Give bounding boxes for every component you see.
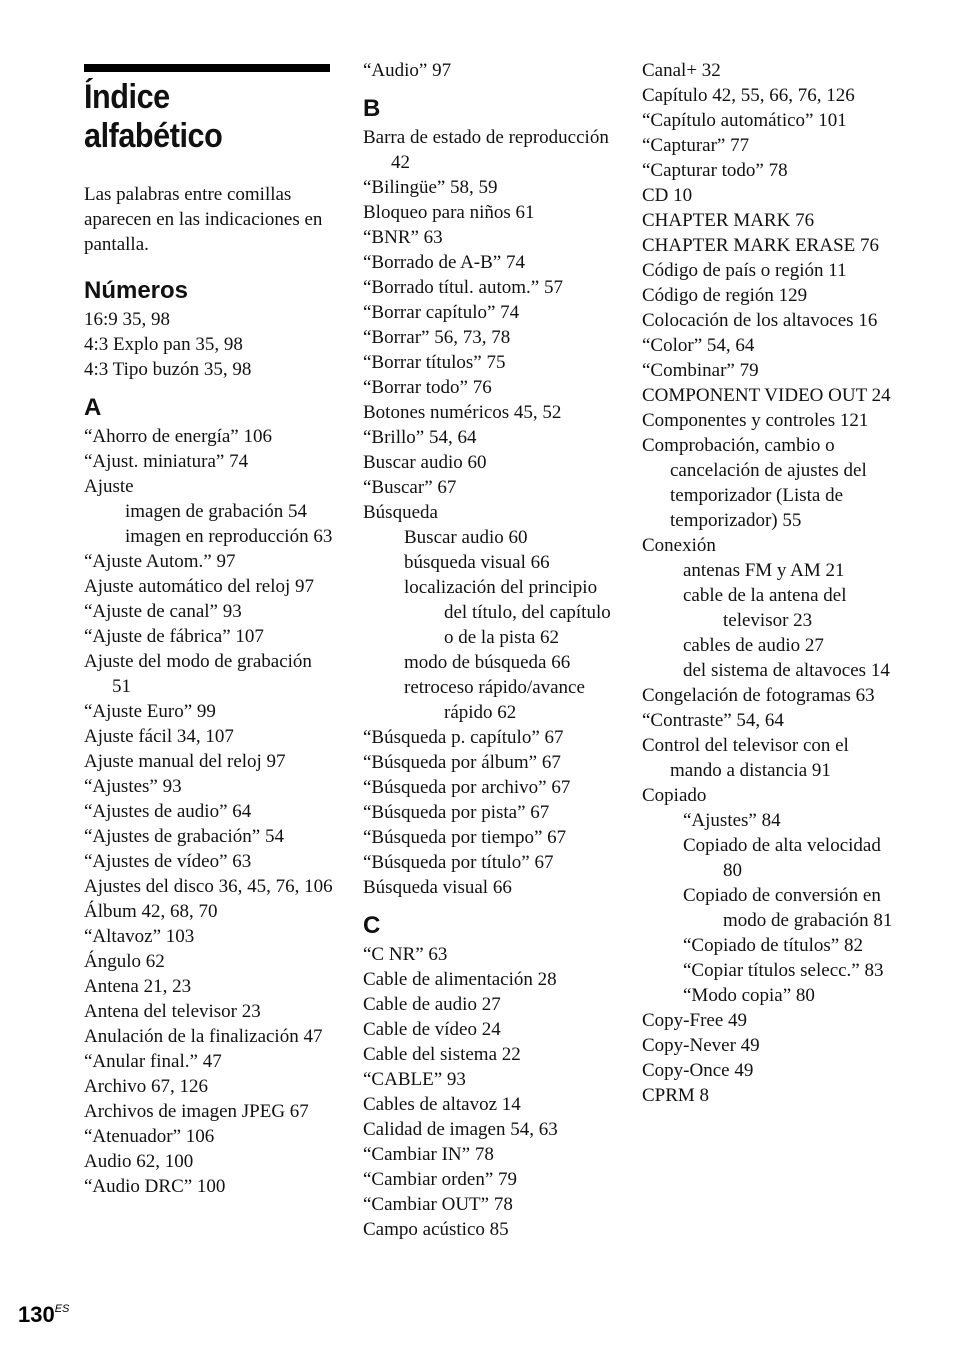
index-entry: Colocación de los altavoces 16 bbox=[642, 310, 878, 331]
index-entry: “Anular final.” 47 bbox=[84, 1051, 222, 1072]
index-entry-list bbox=[642, 808, 894, 1008]
index-entry: “Altavoz” 103 bbox=[84, 926, 195, 947]
index-entry: Barra de estado de reproducción 42 bbox=[363, 127, 609, 173]
index-subentry: Copiado de conversión en modo de grabación 81 bbox=[683, 885, 893, 931]
index-entry: 4:3 Explo pan 35, 98 bbox=[84, 334, 243, 355]
index-subentry: imagen de grabación 54 bbox=[125, 501, 308, 522]
index-entry-list bbox=[642, 558, 894, 683]
index-entry: “C NR” 63 bbox=[363, 944, 448, 965]
index-entry: Antena del televisor 23 bbox=[84, 1001, 261, 1022]
index-entry: “Audio” 97 bbox=[363, 60, 452, 81]
index-entry: Ajuste bbox=[84, 476, 134, 497]
index-entry: CHAPTER MARK 76 bbox=[642, 210, 815, 231]
index-entry: “Búsqueda p. capítulo” 67 bbox=[363, 727, 564, 748]
index-subentry: cable de la antena del televisor 23 bbox=[683, 585, 847, 631]
index-entry: Audio 62, 100 bbox=[84, 1151, 194, 1172]
index-entry: “Ajuste Euro” 99 bbox=[84, 701, 216, 722]
index-entry: “Contraste” 54, 64 bbox=[642, 710, 784, 731]
index-entry: “Ajustes” 93 bbox=[84, 776, 182, 797]
index-entry: Álbum 42, 68, 70 bbox=[84, 901, 218, 922]
index-subentry: Copiado de alta velocidad 80 bbox=[683, 835, 881, 881]
index-entry: Campo acústico 85 bbox=[363, 1219, 509, 1240]
index-entry: “Ajuste de fábrica” 107 bbox=[84, 626, 264, 647]
index-entry-list bbox=[642, 683, 894, 808]
index-entry-list bbox=[363, 525, 615, 725]
intro-text: Las palabras entre comillas aparecen en las indicaciones en pantalla. bbox=[84, 184, 323, 255]
index-entry: Bloqueo para niños 61 bbox=[363, 202, 535, 223]
index-entry: “Borrado de A-B” 74 bbox=[363, 252, 525, 273]
index-entry: 16:9 35, 98 bbox=[84, 309, 171, 330]
index-entry-list bbox=[642, 1008, 894, 1108]
index-entry: Cable del sistema 22 bbox=[363, 1044, 521, 1065]
index-entry: Congelación de fotogramas 63 bbox=[642, 685, 875, 706]
page-title: Índice alfabético bbox=[84, 78, 223, 155]
index-subentry: “Copiado de títulos” 82 bbox=[683, 935, 863, 956]
index-entry-list bbox=[642, 58, 894, 558]
index-entry-list bbox=[363, 725, 615, 900]
index-entry: Ángulo 62 bbox=[84, 951, 165, 972]
index-entry: Copy-Free 49 bbox=[642, 1010, 748, 1031]
index-entry: Ajuste fácil 34, 107 bbox=[84, 726, 234, 747]
index-entry-list bbox=[363, 942, 615, 1242]
index-entry: Copy-Never 49 bbox=[642, 1035, 760, 1056]
index-entry: “Capítulo automático” 101 bbox=[642, 110, 847, 131]
index-entry: “Búsqueda por álbum” 67 bbox=[363, 752, 561, 773]
index-entry: “Capturar todo” 78 bbox=[642, 160, 788, 181]
index-entry: “Buscar” 67 bbox=[363, 477, 457, 498]
index-subentry: antenas FM y AM 21 bbox=[683, 560, 845, 581]
index-entry: Archivo 67, 126 bbox=[84, 1076, 209, 1097]
index-column-3 bbox=[642, 58, 894, 1108]
index-subentry: retroceso rápido/avance rápido 62 bbox=[404, 677, 585, 723]
index-subentry: imagen en reproducción 63 bbox=[125, 526, 333, 547]
section-heading-a: A bbox=[84, 394, 102, 421]
index-entry: “Ajuste de canal” 93 bbox=[84, 601, 242, 622]
index-subentry: Buscar audio 60 bbox=[404, 527, 528, 548]
index-entry-list bbox=[84, 549, 334, 1199]
index-entry: Capítulo 42, 55, 66, 76, 126 bbox=[642, 85, 855, 106]
index-entry: Código de región 129 bbox=[642, 285, 808, 306]
index-subentry: modo de búsqueda 66 bbox=[404, 652, 571, 673]
index-entry: “Borrar títulos” 75 bbox=[363, 352, 506, 373]
index-column-1 bbox=[84, 64, 334, 1199]
index-entry: “Atenuador” 106 bbox=[84, 1126, 215, 1147]
index-entry: “Ajustes de audio” 64 bbox=[84, 801, 252, 822]
index-entry: Comprobación, cambio o cancelación de ajustes del temporizador (Lista de temporizador) 55 bbox=[642, 435, 867, 531]
index-entry: Cable de audio 27 bbox=[363, 994, 501, 1015]
section-heading-numeros: Números bbox=[84, 277, 189, 304]
index-entry: 4:3 Tipo buzón 35, 98 bbox=[84, 359, 252, 380]
index-entry: “Cambiar OUT” 78 bbox=[363, 1194, 513, 1215]
section-heading-c: C bbox=[363, 912, 381, 939]
index-entry: Ajuste automático del reloj 97 bbox=[84, 576, 315, 597]
index-column-2 bbox=[363, 58, 615, 1242]
index-subentry: cables de audio 27 bbox=[683, 635, 824, 656]
index-entry: “Ajustes de grabación” 54 bbox=[84, 826, 284, 847]
index-subentry: localización del principio del título, del capítulo o de la pista 62 bbox=[404, 577, 611, 648]
index-entry: “Búsqueda por archivo” 67 bbox=[363, 777, 571, 798]
index-entry: Buscar audio 60 bbox=[363, 452, 487, 473]
index-entry-list bbox=[84, 499, 334, 549]
index-entry-list bbox=[363, 125, 615, 525]
index-entry-list bbox=[84, 307, 334, 382]
index-entry: Copy-Once 49 bbox=[642, 1060, 754, 1081]
index-entry: Antena 21, 23 bbox=[84, 976, 192, 997]
index-entry: “Ajuste Autom.” 97 bbox=[84, 551, 236, 572]
index-subentry: del sistema de altavoces 14 bbox=[683, 660, 890, 681]
index-entry: “Borrar todo” 76 bbox=[363, 377, 492, 398]
index-entry: CPRM 8 bbox=[642, 1085, 710, 1106]
index-entry: “Cambiar orden” 79 bbox=[363, 1169, 518, 1190]
index-entry: “Ahorro de energía” 106 bbox=[84, 426, 272, 447]
index-entry: “Búsqueda por título” 67 bbox=[363, 852, 554, 873]
index-entry: CHAPTER MARK ERASE 76 bbox=[642, 235, 879, 256]
index-entry: “CABLE” 93 bbox=[363, 1069, 466, 1090]
index-subentry: “Ajustes” 84 bbox=[683, 810, 781, 831]
index-entry: Copiado bbox=[642, 785, 707, 806]
index-entry: Anulación de la finalización 47 bbox=[84, 1026, 323, 1047]
index-entry: Componentes y controles 121 bbox=[642, 410, 869, 431]
index-entry: Canal+ 32 bbox=[642, 60, 721, 81]
index-entry: Búsqueda visual 66 bbox=[363, 877, 512, 898]
index-entry: Ajuste manual del reloj 97 bbox=[84, 751, 286, 772]
index-entry: “Borrado títul. autom.” 57 bbox=[363, 277, 563, 298]
index-entry: “Capturar” 77 bbox=[642, 135, 750, 156]
index-entry: Control del televisor con el mando a distancia 91 bbox=[642, 735, 849, 781]
index-entry: “Audio DRC” 100 bbox=[84, 1176, 226, 1197]
index-entry-list bbox=[84, 424, 334, 499]
index-entry: “Búsqueda por pista” 67 bbox=[363, 802, 550, 823]
index-entry: “Color” 54, 64 bbox=[642, 335, 755, 356]
index-entry: “Cambiar IN” 78 bbox=[363, 1144, 494, 1165]
index-entry-list bbox=[363, 58, 615, 83]
page-language-suffix: ES bbox=[54, 1303, 70, 1315]
index-subentry: “Modo copia” 80 bbox=[683, 985, 815, 1006]
index-entry: “Borrar” 56, 73, 78 bbox=[363, 327, 511, 348]
index-entry: “Búsqueda por tiempo” 67 bbox=[363, 827, 567, 848]
index-entry: COMPONENT VIDEO OUT 24 bbox=[642, 385, 891, 406]
index-entry: Búsqueda bbox=[363, 502, 438, 523]
index-entry: Ajuste del modo de grabación 51 bbox=[84, 651, 312, 697]
index-subentry: “Copiar títulos selecc.” 83 bbox=[683, 960, 884, 981]
index-entry: Conexión bbox=[642, 535, 716, 556]
index-entry: “Borrar capítulo” 74 bbox=[363, 302, 520, 323]
index-entry: Cable de vídeo 24 bbox=[363, 1019, 501, 1040]
index-entry: “Brillo” 54, 64 bbox=[363, 427, 477, 448]
page-number: $130^{ES}$ bbox=[18, 1302, 70, 1327]
index-entry: CD 10 bbox=[642, 185, 693, 206]
index-entry: Botones numéricos 45, 52 bbox=[363, 402, 562, 423]
index-subentry: búsqueda visual 66 bbox=[404, 552, 550, 573]
index-entry: Ajustes del disco 36, 45, 76, 106 bbox=[84, 876, 333, 897]
index-entry: “Bilingüe” 58, 59 bbox=[363, 177, 498, 198]
index-entry: Archivos de imagen JPEG 67 bbox=[84, 1101, 309, 1122]
index-entry: “Ajustes de vídeo” 63 bbox=[84, 851, 252, 872]
index-entry: “BNR” 63 bbox=[363, 227, 443, 248]
title-rule bbox=[84, 64, 330, 72]
section-heading-b: B bbox=[363, 95, 381, 122]
index-entry: Cable de alimentación 28 bbox=[363, 969, 557, 990]
index-entry: “Ajust. miniatura” 74 bbox=[84, 451, 249, 472]
index-entry: Cables de altavoz 14 bbox=[363, 1094, 521, 1115]
index-entry: Código de país o región 11 bbox=[642, 260, 847, 281]
index-entry: “Combinar” 79 bbox=[642, 360, 759, 381]
index-entry: Calidad de imagen 54, 63 bbox=[363, 1119, 558, 1140]
